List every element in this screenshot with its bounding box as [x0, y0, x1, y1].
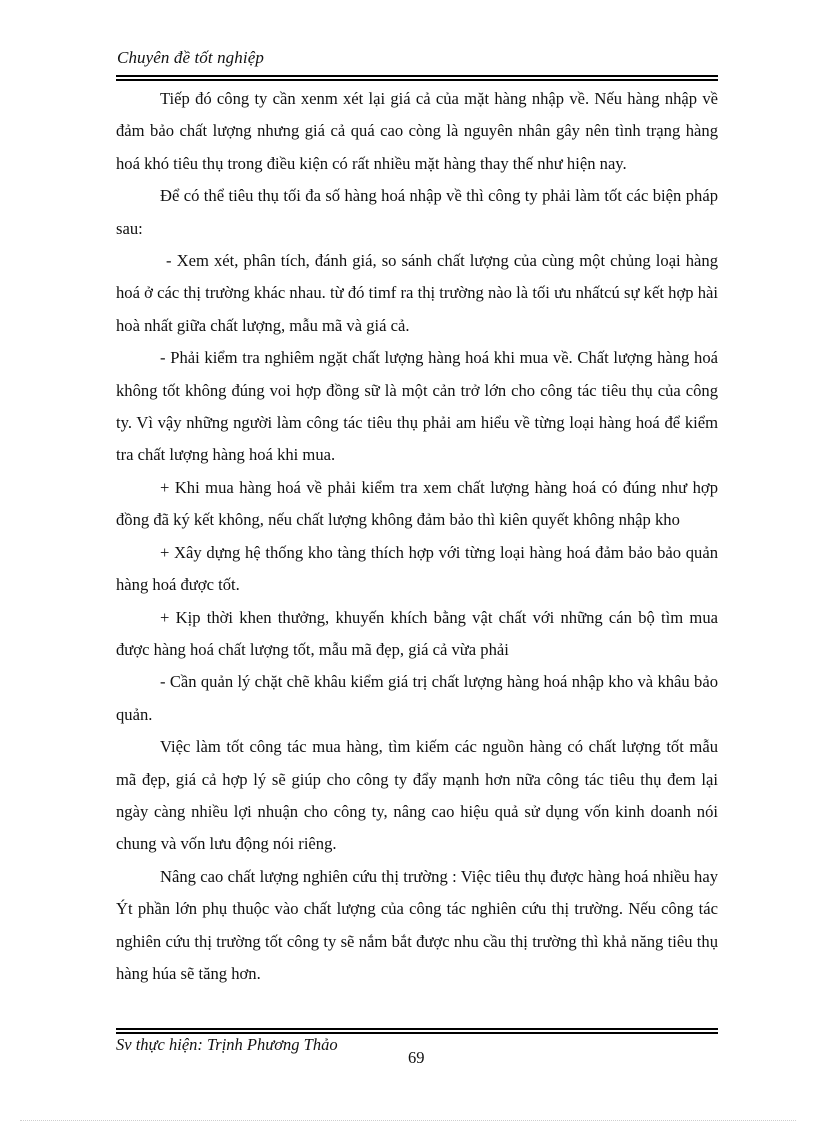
paragraph-strict-inspection: - Phải kiểm tra nghiêm ngặt chất lượng hàng hoá khi mua về. Chất lượng hàng hoá không tốt không đúng voi hợp đồng sữ là một cản trở lớn cho công tác tiêu thụ của công ty. Vì vậy những người làm công tác tiêu thụ phải am hiểu về từng loại hàng hoá để kiểm tra chất lượng hàng hoá khi mua. [116, 348, 718, 465]
paragraph-price-review: Tiếp đó công ty cần xenm xét lại giá cả của mặt hàng nhập về. Nếu hàng nhập về đảm bảo chất lượng nhưng giá cả quá cao còng là nguyên nhân gây nên tình trạng hàng hoá khó tiêu thụ trong điều kiện có rất nhiều mặt hàng thay thế như hiện nay. [116, 89, 718, 173]
paragraph-reward-staff: + Kịp thời khen thưởng, khuyến khích bằng vật chất với những cán bộ tìm mua được hàng hoá chất lượng tốt, mẫu mã đẹp, giá cả vừa phải [116, 607, 718, 659]
paragraph-market-research: Nâng cao chất lượng nghiên cứu thị trường : Việc tiêu thụ được hàng hoá nhiều hay Ýt phần lớn phụ thuộc vào chất lượng của công tác nghiên cứu thị trường. Nếu công tác nghiên cứu thị trường tốt công ty sẽ nắm bắt được nhu cầu thị trường thì khả năng tiêu thụ hàng húa sẽ tăng hơn. [116, 866, 718, 983]
page-edge-divider [20, 1120, 796, 1121]
page-header-title: Chuyên đề tốt nghiệp [117, 48, 264, 67]
paragraph-check-contract: + Khi mua hàng hoá về phải kiểm tra xem chất lượng hàng hoá có đúng như hợp đồng đã ký kết không, nếu chất lượng không đảm bảo thì kiên quyết không nhập kho [116, 477, 718, 530]
paragraph-measures-intro: Để có thể tiêu thụ tối đa số hàng hoá nhập về thì công ty phải làm tốt các biện pháp sau: [116, 186, 718, 238]
page-number: 69 [408, 1048, 425, 1067]
header-double-rule [116, 75, 718, 81]
paragraph-purchasing-work: Việc làm tốt công tác mua hàng, tìm kiếm các nguồn hàng có chất lượng tốt mẫu mã đẹp, giá cả hợp lý sẽ giúp cho công ty đẩy mạnh hơn nữa công tác tiêu thụ đem lại ngày càng nhiều lợi nhuận cho công ty, nâng cao hiệu quả sử dụng vốn kinh doanh nói chung và vốn lưu động nói riêng. [116, 737, 718, 854]
paragraph-warehouse-system: + Xây dựng hệ thống kho tàng thích hợp với từng loại hàng hoá đảm bảo bảo quản hàng hoá được tốt. [116, 542, 718, 595]
document-body [116, 83, 718, 990]
paragraph-manage-storage: - Cần quản lý chặt chẽ khâu kiểm giá trị chất lượng hàng hoá nhập kho và khâu bảo quản. [116, 672, 718, 724]
paragraph-compare-quality: - Xem xét, phân tích, đánh giá, so sánh chất lượng của cùng một chủng loại hàng hoá ở các thị trường khác nhau. từ đó timf ra thị trường nào là tối ưu nhấtcú sự kết hợp hài hoà nhất giữa chất lượng, mẫu mã và giá cả. [116, 251, 718, 335]
footer-author: Sv thực hiện: Trịnh Phương Thảo [116, 1035, 338, 1054]
footer-double-rule [116, 1028, 718, 1034]
